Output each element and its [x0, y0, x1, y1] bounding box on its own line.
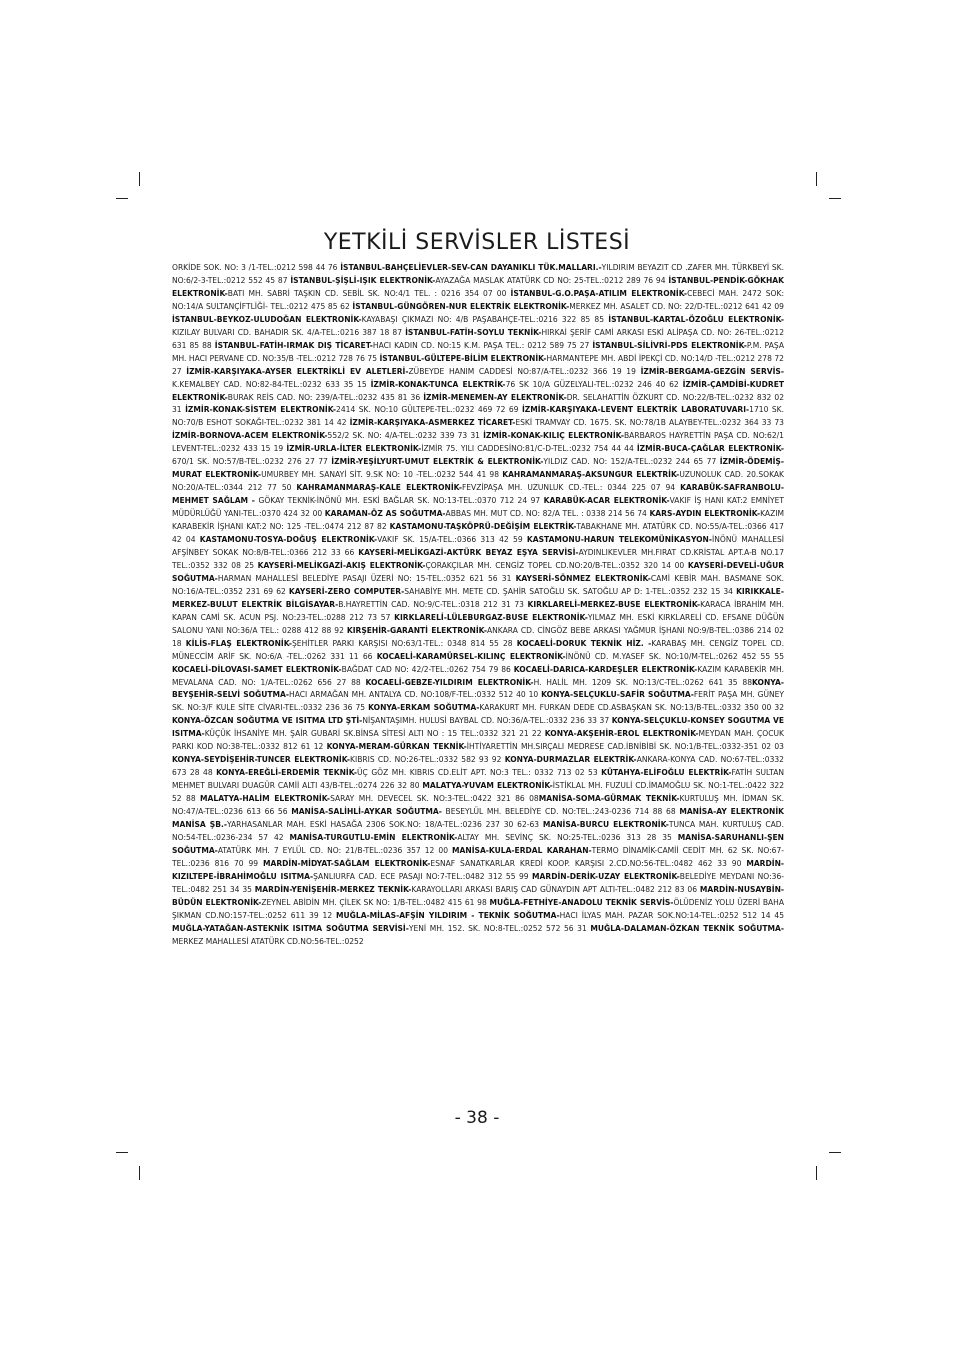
service-name: KONYA-SEYDİŞEHİR-TUNCER ELEKTRONİK-: [172, 755, 351, 765]
service-name: MUĞLA-FETHİYE-ANADOLU TEKNİK SERVİS-: [489, 897, 674, 907]
service-name: MANİSA-TURGUTLU-EMİN ELEKTRONİK-: [289, 832, 458, 842]
service-entry: [172, 263, 340, 272]
service-address: K.KEMALBEY CAD. NO:82-84-TEL.:0232 633 35 15: [172, 379, 371, 389]
service-address: UMURBEY MH. SANAYİ SİT. 9.SK NO: 10 -TEL.:0232 544 41 98: [261, 470, 503, 480]
service-name: KARABÜK-ACAR ELEKTRONİK-: [543, 496, 670, 506]
service-name: KONYA-AKŞEHİR-EROL ELEKTRONİK-: [544, 729, 699, 739]
service-address: ÖLÜDENİZ YOLU ÜZERİ BAHA ŞIKMAN CD.NO:157-TEL.:0252 611 39 12: [172, 897, 784, 920]
service-name: KIRŞEHİR-GARANTİ ELEKTRONİK-: [346, 625, 487, 635]
service-name: KAYSERİ-MELİKGAZİ-AKTÜRK BEYAZ EŞYA SERVİSİ-: [358, 547, 579, 557]
service-address: KARABAŞ MH. CENGİZ TOPEL CD. MÜNECCİM ARİF SK. NO:6/A -TEL.:0262 331 11 66: [172, 638, 784, 661]
service-name: KONYA-DURMAZLAR ELEKTRİK-: [504, 755, 637, 765]
service-address: UZUNOLUK CAD. 20.SOKAK NO:20/A-TEL.:0344 212 77 50: [172, 470, 784, 493]
service-address: İNÖNÜ CD. M.YASEF SK. NO:10/M-TEL.:0262 452 55 55: [565, 651, 784, 661]
service-name: KAYSERİ-SÖNMEZ ELEKTRONİK-: [515, 573, 651, 583]
service-name: KAYSERİ-ZERO COMPUTER-: [288, 586, 405, 596]
service-name: MARDİN-NUSAYBİN-BÜDÜN ELEKTRONİK-: [172, 884, 784, 907]
service-address: DR. SELAHATTİN ÖZKURT CD. NO:22/B-TEL.:0232 832 02 31: [172, 392, 784, 415]
crop-mark: [139, 172, 140, 186]
service-address: ESKİ TRAMVAY CD. 1675. SK. NO:78/1B ALAYBEY-TEL.:0232 364 33 73: [515, 418, 784, 428]
service-name: İSTANBUL-BAHÇELİEVLER-SEV-CAN DAYANIKLI TÜK.MALLARI.-: [340, 263, 602, 272]
service-address: ESNAF SANATKARLAR KREDİ KOOP. KARŞISI 2.CD.NO:56-TEL.:0482 462 33 90: [430, 858, 747, 868]
service-entry: [325, 509, 650, 518]
service-entry: [291, 807, 679, 816]
service-address: KURTULUŞ MH. İDMAN SK. NO:47/A-TEL.:0236 613 66 56: [172, 794, 784, 817]
service-name: KARS-AYDIN ELEKTRONİK-: [649, 509, 761, 519]
service-entry: [263, 859, 746, 868]
service-name: KONYA-MERAM-GÜRKAN TEKNİK-: [326, 742, 467, 752]
service-address: YILDIZ CAD. NO: 152/A-TEL.:0232 244 65 77: [543, 457, 720, 467]
service-name: KİLİS-FLAŞ ELEKTRONİK-: [185, 638, 293, 648]
service-entry: [289, 587, 736, 596]
service-address: HIRKAİ ŞERİF CAMİ ARKASI ESKİ ALİPAŞA CD. NO: 26-TEL.:0212 631 85 88: [172, 327, 784, 350]
service-address: KARAKURT MH. FURKAN DEDE CD.ASBAŞKAN SK. NO:13/B-TEL.:0332 350 00 32: [479, 703, 784, 713]
service-address: ŞANLIURFA CAD. ECE PASAJI NO:7-TEL.:0482 312 55 99: [313, 871, 533, 881]
service-name: İZMİR-KARŞIYAKA-AYSER ELEKTRİKLİ EV ALETLERİ-: [186, 366, 409, 376]
service-entry: [350, 418, 784, 427]
service-address: İHTİYARETTİN MH.SIRÇALI MEDRESE CAD.İBNİBİBİ SK. NO:1/B-TEL.:0332-351 02 03: [466, 742, 784, 752]
service-address: MERKEZ MAHALLESİ ATATÜRK CD.NO:56-TEL.:0252: [172, 936, 364, 946]
service-entry: [172, 315, 608, 324]
service-name: KAYSERİ-DEVELİ-UĞUR SOĞUTMA-: [172, 560, 784, 583]
crop-mark: [816, 1166, 817, 1180]
service-address: 552/2 SK. NO: 4/A-TEL.:0232 339 73 31: [327, 431, 484, 441]
service-entry: [172, 755, 505, 764]
service-name: İSTANBUL-SİLİVRİ-PDS ELEKTRONİK-: [592, 340, 747, 350]
service-address: BURAK REİS CAD. NO: 239/A-TEL.:0232 435 81 36: [227, 392, 424, 402]
service-address: KAZIM KARABEKİR İŞHANI KAT:2 NO: 125 -TEL.:0474 212 87 82: [172, 509, 784, 532]
service-address: İSTİKLAL MH. FUZULİ CD.İMAMOĞLU SK. NO:1-TEL.:0422 322 52 88: [172, 781, 784, 804]
service-name: İZMİR-URLA-İLTER ELEKTRONİK-: [286, 444, 422, 454]
service-address: HACI KADIN CD. NO:15 K.M. PAŞA TEL.: 0212 589 75 27: [372, 340, 593, 350]
service-address: ORKİDE SOK. NO: 3 /1-TEL.:0212 598 44 76: [172, 263, 341, 272]
service-address: ALTAY MH. SEVİNÇ SK. NO:25-TEL.:0236 313 28 35: [457, 832, 678, 842]
service-name: İZMİR-ÖDEMİŞ-MURAT ELEKTRONİK-: [172, 457, 784, 480]
service-name: KONYA-ÖZCAN SOĞUTMA VE ISITMA LTD ŞTİ-: [172, 716, 363, 726]
service-name: KAHRAMANMARAŞ-AKSUNGUR ELEKTRİK-: [502, 470, 680, 480]
crop-mark: [116, 1152, 128, 1153]
service-entry: [365, 678, 752, 687]
service-address: 2414 SK. NO:10 GÜLTEPE-TEL.:0232 469 72 69: [336, 405, 522, 415]
service-address: CEBECİ MAH. 2472 SOK: NO:14/A SULTANÇİFTLİĞİ- TEL.:0212 475 85 62: [172, 288, 784, 311]
service-address: İNÖNÜ MAHALLESİ AFŞİNBEY SOKAK NO:8/B-TEL.:0366 212 33 66: [172, 535, 784, 557]
service-entry: [216, 768, 601, 777]
service-name: KIRIKKALE-MERKEZ-BULUT ELEKTRİK BİLGİSAYAR-: [172, 586, 784, 609]
service-address: ATATÜRK MH. 7 EYLÜL CD. NO: 21/B-TEL.:0236 357 12 00: [217, 845, 453, 855]
service-address: İZMİR 75. YILI CADDESİNO:81/C-D-TEL.:0232 754 44 44: [421, 444, 637, 454]
service-name: MANİSA-SALİHLİ-AYKAR SOĞUTMA-: [291, 807, 442, 817]
service-entry: [258, 561, 688, 570]
service-name: KONYA-SELÇUKLU-SAFİR SOĞUTMA-: [541, 690, 694, 700]
service-name: KOCAELİ-DARICA-KARDEŞLER ELEKTRONİK-: [513, 664, 698, 674]
service-address: TERMO DİNAMİK-CAMİİ CEDİT MH. 62 SK. NO:67-TEL.:0236 816 70 99: [172, 845, 784, 868]
service-list: [172, 262, 784, 1092]
service-entry: [200, 535, 527, 544]
service-name: KAHRAMANMARAŞ-KALE ELEKTRONİK-: [296, 483, 462, 493]
service-address: VAKIF İŞ HANI KAT:2 EMNİYET MÜDÜRLÜĞÜ YANI-TEL.:0370 424 32 00: [172, 496, 784, 519]
service-address: YENİ MH. 152. SK. NO:8-TEL.:0252 572 56 31: [408, 923, 591, 933]
service-address: YARHASANLAR MAH. ESKİ HASAĞA 2306 SOK.NO: 18/A-TEL.:0236 237 30 62-63: [226, 819, 543, 829]
service-address: KAYABAŞI ÇIKMAZI NO: 4/B PAŞABAHÇE-TEL.:0216 322 85 85: [361, 314, 609, 324]
crop-mark: [116, 198, 128, 199]
service-name: MUĞLA-MİLAS-AFŞİN YILDIRIM - TEKNİK SOĞUTMA-: [336, 910, 560, 920]
service-address: KÜÇÜK İHSANİYE MH. ŞAİR GUBARİ SK.BİNSA SİTESİ ALTI NO : 15 TEL.:0332 321 21 22: [204, 729, 545, 739]
crop-mark: [829, 198, 841, 199]
service-entry: [172, 431, 483, 440]
service-name: İZMİR-BERGAMA-GEZGİN SERVİS-: [640, 366, 784, 376]
crop-mark: [816, 172, 817, 186]
service-name: İZMİR-BORNOVA-ACEM ELEKTRONİK-: [172, 431, 328, 441]
service-entry: [336, 911, 784, 920]
service-address: ABBAS MH. MUT CD. NO: 82/A TEL. : 0338 214 56 74: [445, 509, 650, 519]
service-address: BARBAROS HAYRETTİN PAŞA CD. NO:62/1 LEVENT-TEL.:0232 433 15 19: [172, 431, 784, 454]
service-entry: [290, 276, 668, 285]
service-name: MALATYA-YUVAM ELEKTRONİK-: [422, 781, 553, 791]
service-entry: [172, 924, 590, 933]
service-name: MANİSA-AY ELEKTRONİK MANİSA ŞB.-: [172, 807, 784, 829]
service-address: KARACA İBRAHİM MH. KAPAN CAMİ SK. ACUN PSJ. NO:23-TEL.:0288 212 73 57: [172, 599, 784, 622]
service-name: KOCAELİ-KARAMÜRSEL-KILINÇ ELEKTRONİK-: [376, 651, 566, 661]
service-name: İSTANBUL-G.O.PAŞA-ATILIM ELEKTRONİK-: [510, 288, 688, 298]
service-address: MEYDAN MAH. ÇOCUK PARKI KOD NO:38-TEL.:0332 812 61 12: [172, 729, 784, 752]
service-name: KARAMAN-ÖZ AS SOĞUTMA-: [324, 509, 446, 519]
service-name: İZMİR-KARŞIYAKA-ASMERKEZ TİCARET-: [349, 418, 516, 428]
service-entry: [327, 742, 784, 751]
service-entry: [377, 652, 784, 661]
service-address: FEVZİPAŞA MH. UZUNLUK CD.-TEL.: 0344 225 07 94: [461, 483, 681, 493]
service-name: İSTANBUL-FATİH-IRMAK DIŞ TİCARET-: [214, 340, 373, 350]
service-entry: [331, 457, 719, 466]
service-address: TABAKHANE MH. ATATÜRK CD. NO:55/A-TEL.:0366 417 42 04: [172, 522, 784, 545]
service-address: YILMAZ MH. ESKİ KIRKLARELİ CD. EFSANE DÜĞÜN SALONU YANI NO:36/A TEL.: 0288 412 88 92: [172, 612, 784, 635]
service-address: SARAY MH. DEVECEL SK. NO:3-TEL.:0422 321 86 08: [330, 794, 539, 804]
service-name: İSTANBUL-GÜLTEPE-BİLİM ELEKTRONİK-: [379, 353, 547, 363]
service-name: İSTANBUL-BEYKOZ-ULUDOĞAN ELEKTRONİK-: [172, 314, 362, 324]
service-address: ANKARA CD. CİNGÖZ BEBE ARKASI YAĞMUR İŞHANI NO:9/B-TEL.:0386 214 02 18: [172, 625, 784, 648]
service-address: ŞEHİTLER PARKI KARŞISI NO:63/1-TEL.: 0348 814 55 28: [292, 638, 517, 648]
service-name: KASTAMONU-HARUN TELEKOMÜNİKASYON-: [526, 535, 713, 545]
service-address: KARAYOLLARI ARKASI BARIŞ CAD GÜNAYDIN APT ALTI-TEL.:0482 212 83 06: [411, 884, 700, 894]
service-address: 76 SK 10/A GÜZELYALI-TEL.:0232 246 40 62: [505, 379, 683, 389]
service-name: İZMİR-KONAK-KILIÇ ELEKTRONİK-: [483, 431, 624, 441]
service-name: MUĞLA-YATAĞAN-ASTEKNİK ISITMA SOĞUTMA SERVİSİ-: [172, 923, 409, 933]
service-address: ZÜBEYDE HANIM CADDESİ NO:87/A-TEL.:0232 366 19 19: [408, 366, 641, 376]
service-name: KONYA-EREĞLİ-ERDEMİR TEKNİK-: [216, 768, 358, 778]
service-name: MARDİN-DERİK-UZAY ELEKTRONİK-: [532, 871, 680, 881]
crop-mark: [139, 1166, 140, 1180]
service-address: HACI ARMAĞAN MH. ANTALYA CD. NO:108/F-TEL.:0332 512 40 10: [289, 690, 542, 700]
service-name: KONYA-ERKAM SOĞUTMA-: [368, 703, 480, 713]
service-entry: [185, 405, 522, 414]
service-address: B.HAYRETTİN CAD. NO:9/C-TEL.:0318 212 31 73: [338, 599, 528, 609]
service-address: NİŞANTAŞIMH. HULUSİ BAYBAL CD. NO:36/A-TEL.:0332 236 33 37: [362, 716, 612, 726]
service-entry: [172, 665, 514, 674]
service-name: KOCAELİ-DORUK TEKNİK HİZ. -: [516, 638, 652, 648]
service-name: KOCAELİ-DİLOVASI-SAMET ELEKTRONİK-: [172, 664, 342, 674]
service-address: BAĞDAT CAD NO: 42/2-TEL.:0262 754 79 86: [341, 664, 514, 674]
service-entry: [296, 483, 680, 492]
service-name: MALATYA-HALİM ELEKTRONİK-: [200, 794, 331, 804]
service-name: KIRKLARELİ-MERKEZ-BUSE ELEKTRONİK-: [527, 599, 701, 609]
page-number: - 38 -: [454, 1108, 500, 1128]
service-address: KAZIM KARABEKİR MH. MEVALANA CAD. NO: 1/A-TEL.:0262 656 27 88: [172, 664, 784, 687]
service-address: 1710 SK. NO:70/B ESHOT SOKAĞI-TEL.:0232 381 14 42: [172, 405, 784, 428]
service-address: YILDIRIM BEYAZIT CD .ZAFER MH. TÜRKBEYİ SK. NO:6/2-3-TEL.:0212 552 45 87: [172, 263, 784, 285]
service-name: İZMİR-KONAK-SİSTEM ELEKTRONİK-: [185, 405, 337, 415]
service-name: İSTANBUL-GÜNGÖREN-NUR ELEKTRİK ELEKTRONİK-: [352, 301, 570, 311]
service-name: İSTANBUL-FATİH-SOYLU TEKNİK-: [405, 327, 542, 337]
service-entry: [286, 444, 637, 453]
service-address: BELEDİYE MEYDANI NO:36-TEL.:0482 251 34 35: [172, 871, 784, 894]
service-entry: [172, 716, 612, 725]
service-name: İZMİR-YEŞİLYURT-UMUT ELEKTRİK & ELEKTRONİK-: [331, 457, 544, 467]
service-address: GÖKAY TEKNİK-İNÖNÜ MH. ESKİ BAĞLAR SK. NO:13-TEL.:0370 712 24 97: [258, 496, 544, 506]
service-address: HARMAN MAHALLESİ BELEDİYE PASAJI ÜZERİ NO: 15-TEL.:0352 621 56 31: [217, 573, 516, 583]
service-name: KASTAMONU-TAŞKÖPRÜ-DEĞİŞİM ELEKTRİK-: [389, 522, 577, 532]
service-entry: [352, 302, 784, 311]
service-name: KÜTAHYA-ELİFOĞLU ELEKTRİK-: [601, 768, 732, 778]
service-address: AYDINLIKEVLER MH.FIRAT CD.KRİSTAL APT.A-B NO.17 TEL.:0352 332 08 25: [172, 547, 784, 570]
service-name: MANİSA-SARUHANLI-ŞEN SOĞUTMA-: [172, 832, 784, 855]
service-name: MANİSA-BURCU ELEKTRONİK-: [542, 819, 669, 829]
service-entry: [371, 380, 683, 389]
service-name: KASTAMONU-TOSYA-DOĞUŞ ELEKTRONİK-: [199, 535, 378, 545]
service-address: P.M. PAŞA MH. HACI PERVANE CD. NO:35/B -TEL.:0212 728 76 75: [172, 340, 784, 363]
service-address: HACI İLYAS MAH. PAZAR SOK.NO:14-TEL.:0252 512 14 45: [559, 910, 784, 920]
service-name: KARABÜK-SAFRANBOLU-MEHMET SAĞLAM -: [172, 483, 784, 506]
service-name: İZMİR-BUCA-ÇAĞLAR ELEKTRONİK-: [636, 444, 784, 454]
service-address: KIBRIS CD. NO:26-TEL.:0332 582 93 92: [350, 755, 505, 765]
service-address: 670/1 SK. NO:57/B-TEL.:0232 276 27 77: [172, 457, 332, 467]
service-entry: [289, 833, 677, 842]
service-name: KIRKLARELİ-LÜLEBURGAZ-BUSE ELEKTRONİK-: [394, 612, 588, 622]
service-address: ÇORAKÇILAR MH. CENGİZ TOPEL CD.NO:20/B-TEL.:0352 320 14 00: [425, 560, 688, 570]
service-name: MARDİN-KIZILTEPE-İBRAHİMOĞLU ISITMA-: [172, 858, 784, 881]
service-name: İZMİR-KARŞIYAKA-LEVENT ELEKTRİK LABORATUVARI-: [521, 405, 750, 415]
service-address: FATİH SULTAN MEHMET BULVARI DUAGÜR CAMİİ ALTI 43/B-TEL.:0274 226 32 80: [172, 768, 784, 791]
service-address: CAMİ KEBİR MAH. BASMANE SOK. NO:16/A-TEL.:0352 231 69 62: [172, 573, 784, 596]
service-address: BATI MH. SABRİ TAŞKIN CD. SEBİL SK. NO:4/1 TEL. : 0216 354 07 00: [227, 288, 511, 298]
service-address: ANKARA-KONYA CAD. NO:67-TEL.:0332 673 28 48: [172, 755, 784, 778]
service-name: MARDİN-MİDYAT-SAĞLAM ELEKTRONİK-: [262, 858, 431, 868]
service-address: H. HALİL MH. 1209 SK. NO:13/C-TEL.:0262 641 35 88: [533, 677, 753, 687]
service-entry: [186, 367, 640, 376]
service-address: HARMANTEPE MH. ABDİ İPEKÇİ CD. NO:14/D -TEL.:0212 278 72 27: [172, 353, 784, 376]
service-name: İZMİR-MENEMEN-AY ELEKTRONİK-: [423, 392, 567, 402]
service-address: ZEYNEL ABİDİN MH. ÇİLEK SK NO: 1/B-TEL.:0482 415 61 98: [261, 897, 490, 907]
service-name: KONYA-BEYŞEHİR-SELVİ SOĞUTMA-: [172, 677, 784, 700]
service-entry: [186, 639, 517, 648]
crop-mark: [829, 1152, 841, 1153]
service-name: MANİSA-KULA-ERDAL KARAHAN-: [452, 845, 592, 855]
service-entry: [200, 794, 539, 803]
service-entry: [368, 703, 784, 712]
service-name: İSTANBUL-ŞİŞLİ-IŞIK ELEKTRONİK-: [290, 275, 436, 285]
service-name: MANİSA-SOMA-GÜRMAK TEKNİK-: [538, 794, 680, 804]
service-address: FERİT PAŞA MH. GÜNEY SK. NO:3/F KULE SİTE CİVARI-TEL.:0332 236 36 75: [172, 690, 784, 713]
service-address: ÜÇ GÖZ MH. KIBRIS CD.ELİT APT. NO:3 TEL.: 0332 713 02 53: [357, 768, 602, 778]
service-name: KOCAELİ-GEBZE-YILDIRIM ELEKTRONİK-: [365, 677, 534, 687]
page-title: YETKİLİ SERVİSLER LİSTESİ: [323, 230, 631, 255]
service-name: İZMİR-ÇAMDİBİ-KUDRET ELEKTRONİK-: [172, 379, 784, 402]
service-name: İZMİR-KONAK-TUNCA ELEKTRİK-: [370, 379, 506, 389]
service-address: SAHABİYE MH. METE CD. ŞAHİR SATOĞLU SK. SATOĞLU AP D: 1-TEL.:0352 232 15 34: [404, 586, 737, 596]
service-address: BESEYLÜL MH. BELEDİYE CD. NO:TEL.:243-0236 714 88 68: [441, 807, 680, 817]
service-name: İSTANBUL-KARTAL-ÖZOĞLU ELEKTRONİK-: [608, 314, 784, 324]
service-address: KIZILAY BULVARI CD. BAHADIR SK. 4/A-TEL.:0216 387 18 87: [172, 327, 406, 337]
service-entry: [215, 341, 593, 350]
service-address: TUNCA MAH. KURTULUŞ CAD. NO:54-TEL.:0236-234 57 42: [172, 819, 784, 842]
service-entry: [255, 885, 700, 894]
service-address: AYAZAĞA MASLAK ATATÜRK CD NO: 25-TEL.:0212 289 76 94: [435, 275, 669, 285]
service-name: KONYA-SELÇUKLU-KONSEY SOGUTMA VE ISITMA-: [172, 716, 784, 739]
service-name: MUĞLA-DALAMAN-ÖZKAN TEKNİK SOĞUTMA-: [590, 923, 784, 933]
service-address: VAKIF SK. 15/A-TEL.:0366 313 42 59: [377, 535, 527, 545]
service-address: MERKEZ MH. ASALET CD. NO: 22/D-TEL.:0212 641 42 09: [569, 301, 784, 311]
service-name: İSTANBUL-PENDİK-GÖKHAK ELEKTRONİK-: [172, 275, 784, 298]
service-name: MARDİN-YENİŞEHİR-MERKEZ TEKNİK-: [254, 884, 412, 894]
service-name: KAYSERİ-MELİKGAZİ-AKIŞ ELEKTRONİK-: [257, 560, 426, 570]
